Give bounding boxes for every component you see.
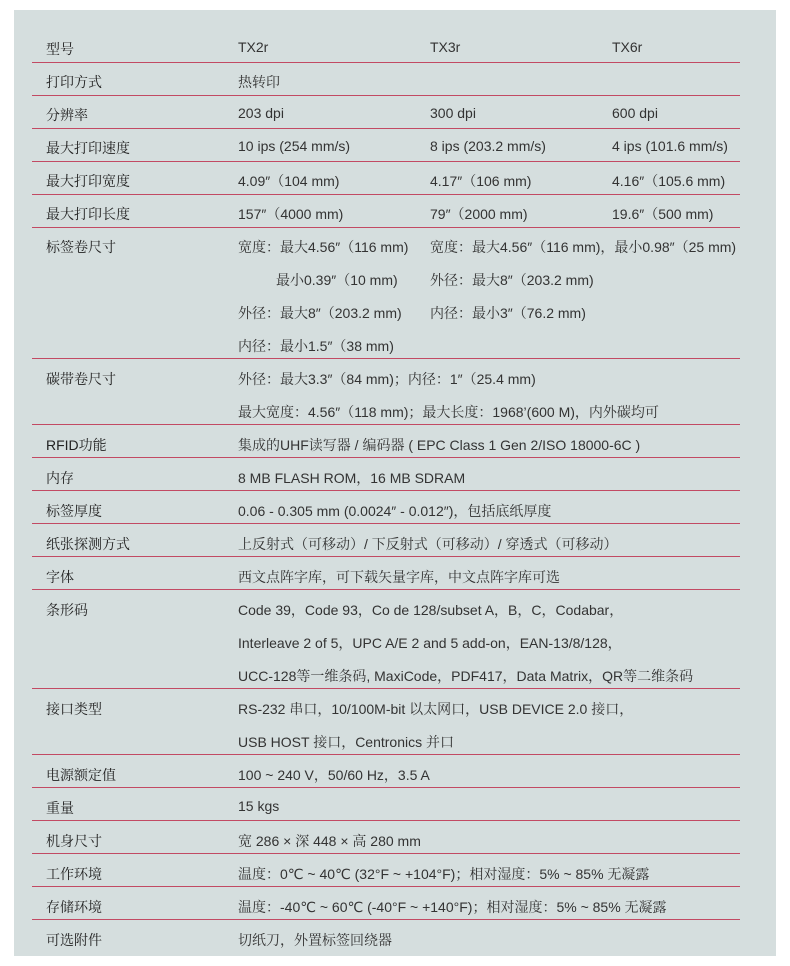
label-roll-tx3r-line: 内径：最小3″（76.2 mm): [430, 305, 586, 321]
label-roll-tx3r-line: 宽度：最大4.56″（116 mm)，最小0.98″（25 mm): [430, 239, 737, 255]
max-speed-tx2r: 10 ips (254 mm/s): [238, 138, 351, 154]
rfid-label: RFID功能: [46, 437, 107, 453]
row-divider: [32, 358, 740, 359]
max-width-tx3r: 4.17″（106 mm): [430, 173, 532, 189]
storage-env-value: 温度：-40℃ ~ 60℃ (-40°F ~ +140°F)；相对湿度：5% ~ 85% 无凝露: [238, 899, 667, 915]
print-method-label: 打印方式: [46, 74, 102, 90]
storage-env-label: 存储环境: [46, 899, 102, 915]
label-roll-tx2r-line: 内径：最小1.5″（38 mm): [238, 338, 394, 354]
operating-env-value: 温度：0℃ ~ 40℃ (32°F ~ +104°F)；相对湿度：5% ~ 85% 无凝露: [238, 866, 650, 882]
resolution-tx6r: 600 dpi: [612, 105, 658, 121]
row-divider: [32, 787, 740, 788]
interface-line: USB HOST 接口，Centronics 并口: [238, 734, 455, 750]
row-divider: [32, 227, 740, 228]
barcode-label: 条形码: [46, 602, 88, 618]
barcode-line: Interleave 2 of 5，UPC A/E 2 and 5 add-on，EAN-13/8/128，: [238, 635, 622, 651]
ribbon-roll-line: 最大宽度：4.56″（118 mm)；最大长度：1968’(600 M)，内外碳均可: [238, 404, 659, 420]
interface-line: RS-232 串口，10/100M-bit 以太网口，USB DEVICE 2.0 接口，: [238, 701, 634, 717]
row-divider: [32, 95, 740, 96]
ribbon-roll-label: 碳带卷尺寸: [46, 371, 116, 387]
label-roll-tx2r-line: 外径：最大8″（203.2 mm): [238, 305, 402, 321]
interface-label: 接口类型: [46, 701, 102, 717]
row-divider: [32, 457, 740, 458]
row-divider: [32, 128, 740, 129]
max-length-label: 最大打印长度: [46, 206, 130, 222]
label-roll-tx3r-line: 外径：最大8″（203.2 mm): [430, 272, 594, 288]
power-label: 电源额定值: [46, 767, 116, 783]
row-divider: [32, 161, 740, 162]
max-speed-label: 最大打印速度: [46, 140, 130, 156]
resolution-tx2r: 203 dpi: [238, 105, 284, 121]
max-speed-tx3r: 8 ips (203.2 mm/s): [430, 138, 546, 154]
weight-value: 15 kgs: [238, 798, 280, 814]
sensor-value: 上反射式（可移动）/ 下反射式（可移动）/ 穿透式（可移动）: [238, 536, 618, 552]
memory-value: 8 MB FLASH ROM，16 MB SDRAM: [238, 470, 466, 486]
max-width-tx6r: 4.16″（105.6 mm): [612, 173, 726, 189]
print-method-value: 热转印: [238, 74, 280, 90]
label-thickness-label: 标签厚度: [46, 503, 102, 519]
accessories-value: 切纸刀，外置标签回绕器: [238, 932, 392, 948]
dimensions-value: 宽 286 × 深 448 × 高 280 mm: [238, 833, 421, 849]
rfid-value: 集成的UHF读写器 / 编码器 ( EPC Class 1 Gen 2/ISO 18000-6C ): [238, 437, 641, 453]
row-divider: [32, 523, 740, 524]
row-divider: [32, 589, 740, 590]
accessories-label: 可选附件: [46, 932, 102, 948]
model-tx3r: TX3r: [430, 39, 461, 55]
fonts-value: 西文点阵字库，可下载矢量字库，中文点阵字库可选: [238, 569, 560, 585]
label-roll-tx2r-line: 宽度：最大4.56″（116 mm): [238, 239, 409, 255]
row-divider: [32, 919, 740, 920]
row-divider: [32, 754, 740, 755]
barcode-line: Code 39，Code 93，Co de 128/subset A，B，C，Codabar，: [238, 602, 624, 618]
memory-label: 内存: [46, 470, 74, 486]
model-tx2r: TX2r: [238, 39, 269, 55]
row-divider: [32, 556, 740, 557]
max-length-tx2r: 157″（4000 mm): [238, 206, 344, 222]
weight-label: 重量: [46, 800, 74, 816]
ribbon-roll-line: 外径：最大3.3″（84 mm)；内径：1″（25.4 mm): [238, 371, 536, 387]
max-width-label: 最大打印宽度: [46, 173, 130, 189]
resolution-tx3r: 300 dpi: [430, 105, 476, 121]
row-divider: [32, 886, 740, 887]
power-value: 100 ~ 240 V，50/60 Hz，3.5 A: [238, 767, 430, 783]
row-divider: [32, 62, 740, 63]
row-divider: [32, 194, 740, 195]
max-length-tx3r: 79″（2000 mm): [430, 206, 528, 222]
label-roll-tx2r-line: 最小0.39″（10 mm): [276, 272, 398, 288]
row-divider: [32, 853, 740, 854]
sensor-label: 纸张探测方式: [46, 536, 130, 552]
row-divider: [32, 820, 740, 821]
header-label: 型号: [46, 41, 74, 57]
row-divider: [32, 424, 740, 425]
operating-env-label: 工作环境: [46, 866, 102, 882]
dimensions-label: 机身尺寸: [46, 833, 102, 849]
resolution-label: 分辨率: [46, 107, 88, 123]
row-divider: [32, 688, 740, 689]
barcode-line: UCC-128等一维条码, MaxiCode，PDF417，Data Matrix，QR等二维条码: [238, 668, 694, 684]
fonts-label: 字体: [46, 569, 74, 585]
max-speed-tx6r: 4 ips (101.6 mm/s): [612, 138, 728, 154]
row-divider: [32, 490, 740, 491]
model-tx6r: TX6r: [612, 39, 643, 55]
label-thickness-value: 0.06 - 0.305 mm (0.0024″ - 0.012″)，包括底纸厚度: [238, 503, 552, 519]
max-length-tx6r: 19.6″（500 mm): [612, 206, 714, 222]
label-roll-label: 标签卷尺寸: [46, 239, 116, 255]
max-width-tx2r: 4.09″（104 mm): [238, 173, 340, 189]
